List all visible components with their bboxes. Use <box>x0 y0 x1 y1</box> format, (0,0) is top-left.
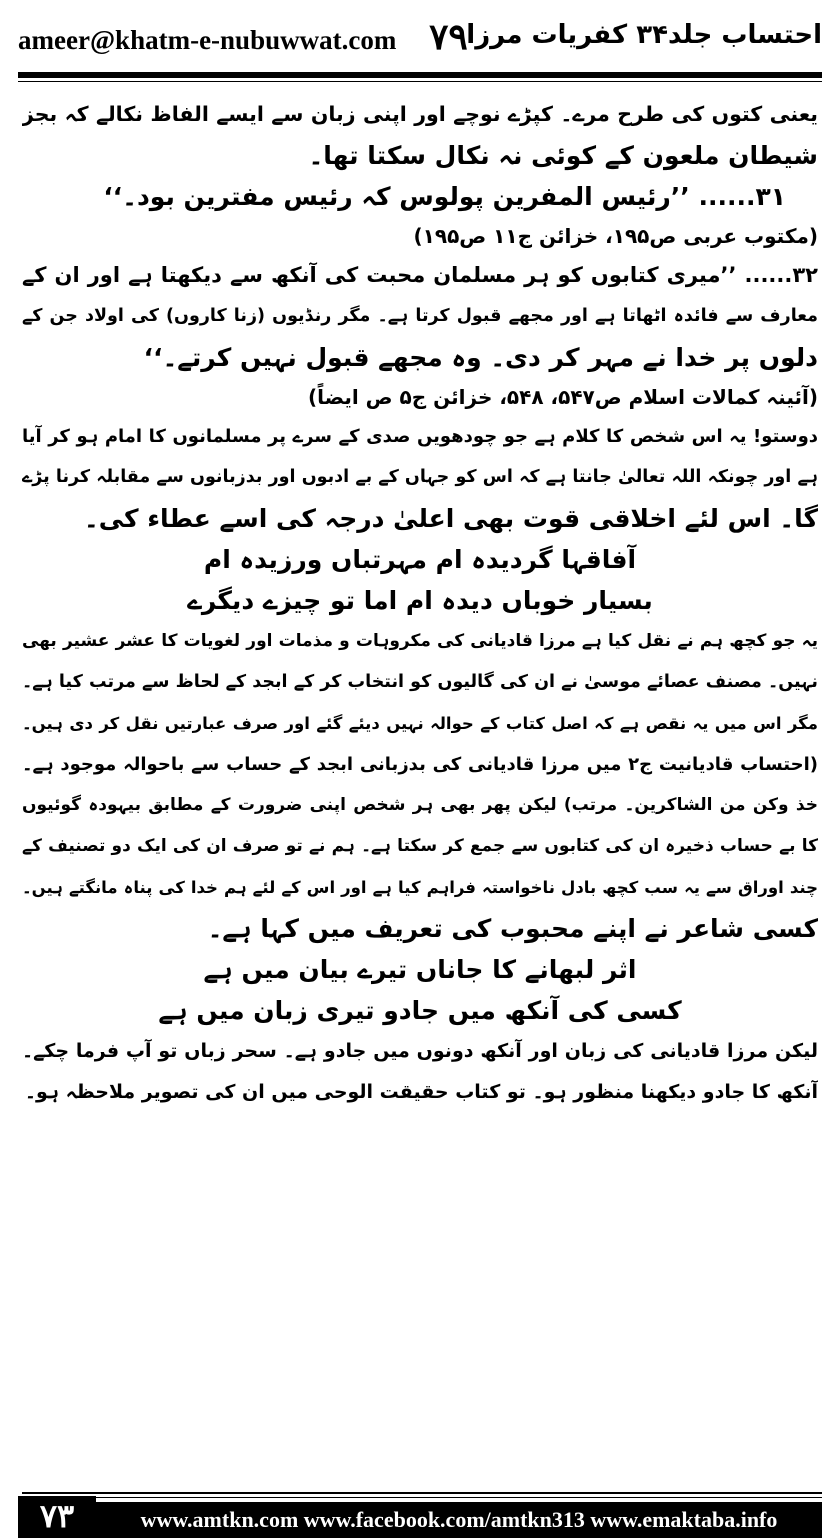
paragraph-last-line: دلوں پر خدا نے مہر کر دی۔ وہ مجھے قبول نہیں کرتے۔‘‘ <box>143 343 818 372</box>
footer-rule <box>22 1492 822 1494</box>
text-line: دوستو! یہ اس شخص کا کلام ہے جو چودھویں صدی کے سرے پر مسلمانوں کا امام ہو کر آیا <box>22 426 818 447</box>
header-book-title: احتساب جلد۳۴ کفریات مرزا <box>466 20 822 50</box>
text-line: ۳۲...... ’’میری کتابوں کو ہر مسلمان محبت کی آنکھ سے دیکھتا ہے اور ان کے <box>22 263 818 287</box>
verse-line: کسی کی آنکھ میں جادو تیری زبان میں ہے <box>158 996 682 1025</box>
text-line: مگر اس میں یہ نقص ہے کہ اصل کتاب کے حوالہ نہیں دیئے گئے اور صرف عبارتیں نقل کر دی ہیں۔ <box>22 714 818 733</box>
text-line: ہے اور چونکہ اللہ تعالیٰ جانتا ہے کہ اس کو جہاں کے بے ادبوں اور بدزبانوں سے مقابلہ کرنا پڑے <box>22 467 818 487</box>
paragraph-last-line: گا۔ اس لئے اخلاقی قوت بھی اعلیٰ درجہ کی اسے عطاء کی۔ <box>84 504 818 533</box>
footer-links: www.amtkn.com www.facebook.com/amtkn313 www.emaktaba.info <box>96 1502 822 1538</box>
header-rule-thick <box>18 72 822 78</box>
reference-line: (آئینہ کمالات اسلام ص۵۴۷، ۵۴۸، خزائن ج۵ ص ایضاً) <box>307 385 818 409</box>
text-line: معارف سے فائدہ اٹھاتا ہے اور مجھے قبول کرتا ہے۔ مگر رنڈیوں (زنا کاروں) کی اولاد جن کے <box>22 306 818 326</box>
quote-line: ۳۱...... ’’رئیس المفرین پولوس کہ رئیس مفترین بود۔‘‘ <box>103 182 786 211</box>
text-line: یہ جو کچھ ہم نے نقل کیا ہے مرزا قادیانی کی مکروہات و مذمات اور لغویات کا عشر عشیر بھی <box>22 631 818 651</box>
page-header <box>18 6 822 70</box>
header-rule-thin <box>18 81 822 82</box>
reference-line: (مکتوب عربی ص۱۹۵، خزائن ج۱۱ ص۱۹۵) <box>413 224 818 248</box>
text-line: خذ وکن من الشاکرین۔ مرتب) لیکن پھر بھی ہر شخص اپنی ضرورت کے مطابق بیہودہ گوئیوں <box>22 795 818 815</box>
text-line: یعنی کتوں کی طرح مرے۔ کپڑے نوچے اور اپنی زبان سے ایسے الفاظ نکالے کہ بجز <box>22 102 818 126</box>
header-page-number: ۷۹ <box>429 17 468 57</box>
page-body <box>22 94 818 1113</box>
text-line: (احتساب قادیانیت ج۲ میں مرزا قادیانی کی بدزبانی ابجد کے حساب سے باحوالہ موجود ہے۔ <box>22 754 818 775</box>
header-left <box>18 16 468 58</box>
verse-line: آفاقہا گردیدہ ام مہرتباں ورزیدہ ام <box>203 545 637 574</box>
text-line: لیکن مرزا قادیانی کی زبان اور آنکھ دونوں میں جادو ہے۔ سحر زباں تو آپ فرما چکے۔ <box>22 1040 818 1062</box>
text-line: کا بے حساب ذخیرہ ان کی کتابوں سے جمع کر سکتا ہے۔ ہم نے تو صرف ان کی ایک دو تصنیف کے <box>22 836 818 856</box>
verse-line: اثر لبھانے کا جاناں تیرے بیان میں ہے <box>203 955 637 984</box>
verse-line: بسیار خوباں دیدہ ام اما تو چیزے دیگرے <box>187 586 653 615</box>
footer-page-number: ۷۳ <box>18 1496 96 1538</box>
paragraph-last-line: شیطان ملعون کے کوئی نہ نکال سکتا تھا۔ <box>308 141 818 170</box>
paragraph-last-line: کسی شاعر نے اپنے محبوب کی تعریف میں کہا ہے۔ <box>207 914 818 943</box>
text-line: نہیں۔ مصنف عصائے موسیٰ نے ان کی گالیوں کو انتخاب کر کے ابجد کے لحاظ سے مرتب کیا ہے۔ <box>22 672 818 692</box>
footer-rule-thin <box>96 1497 822 1498</box>
paragraph-last-line: آنکھ کا جادو دیکھنا منظور ہو۔ تو کتاب حقیقت الوحی میں ان کی تصویر ملاحظہ ہو۔ <box>24 1081 818 1103</box>
text-line: چند اوراق سے یہ سب کچھ بادل ناخواستہ فراہم کیا ہے اور اس کے لئے ہم خدا کی پناہ مانگتے ہیں۔ <box>22 878 818 897</box>
header-email: ameer@khatm-e-nubuwwat.com <box>18 25 397 55</box>
